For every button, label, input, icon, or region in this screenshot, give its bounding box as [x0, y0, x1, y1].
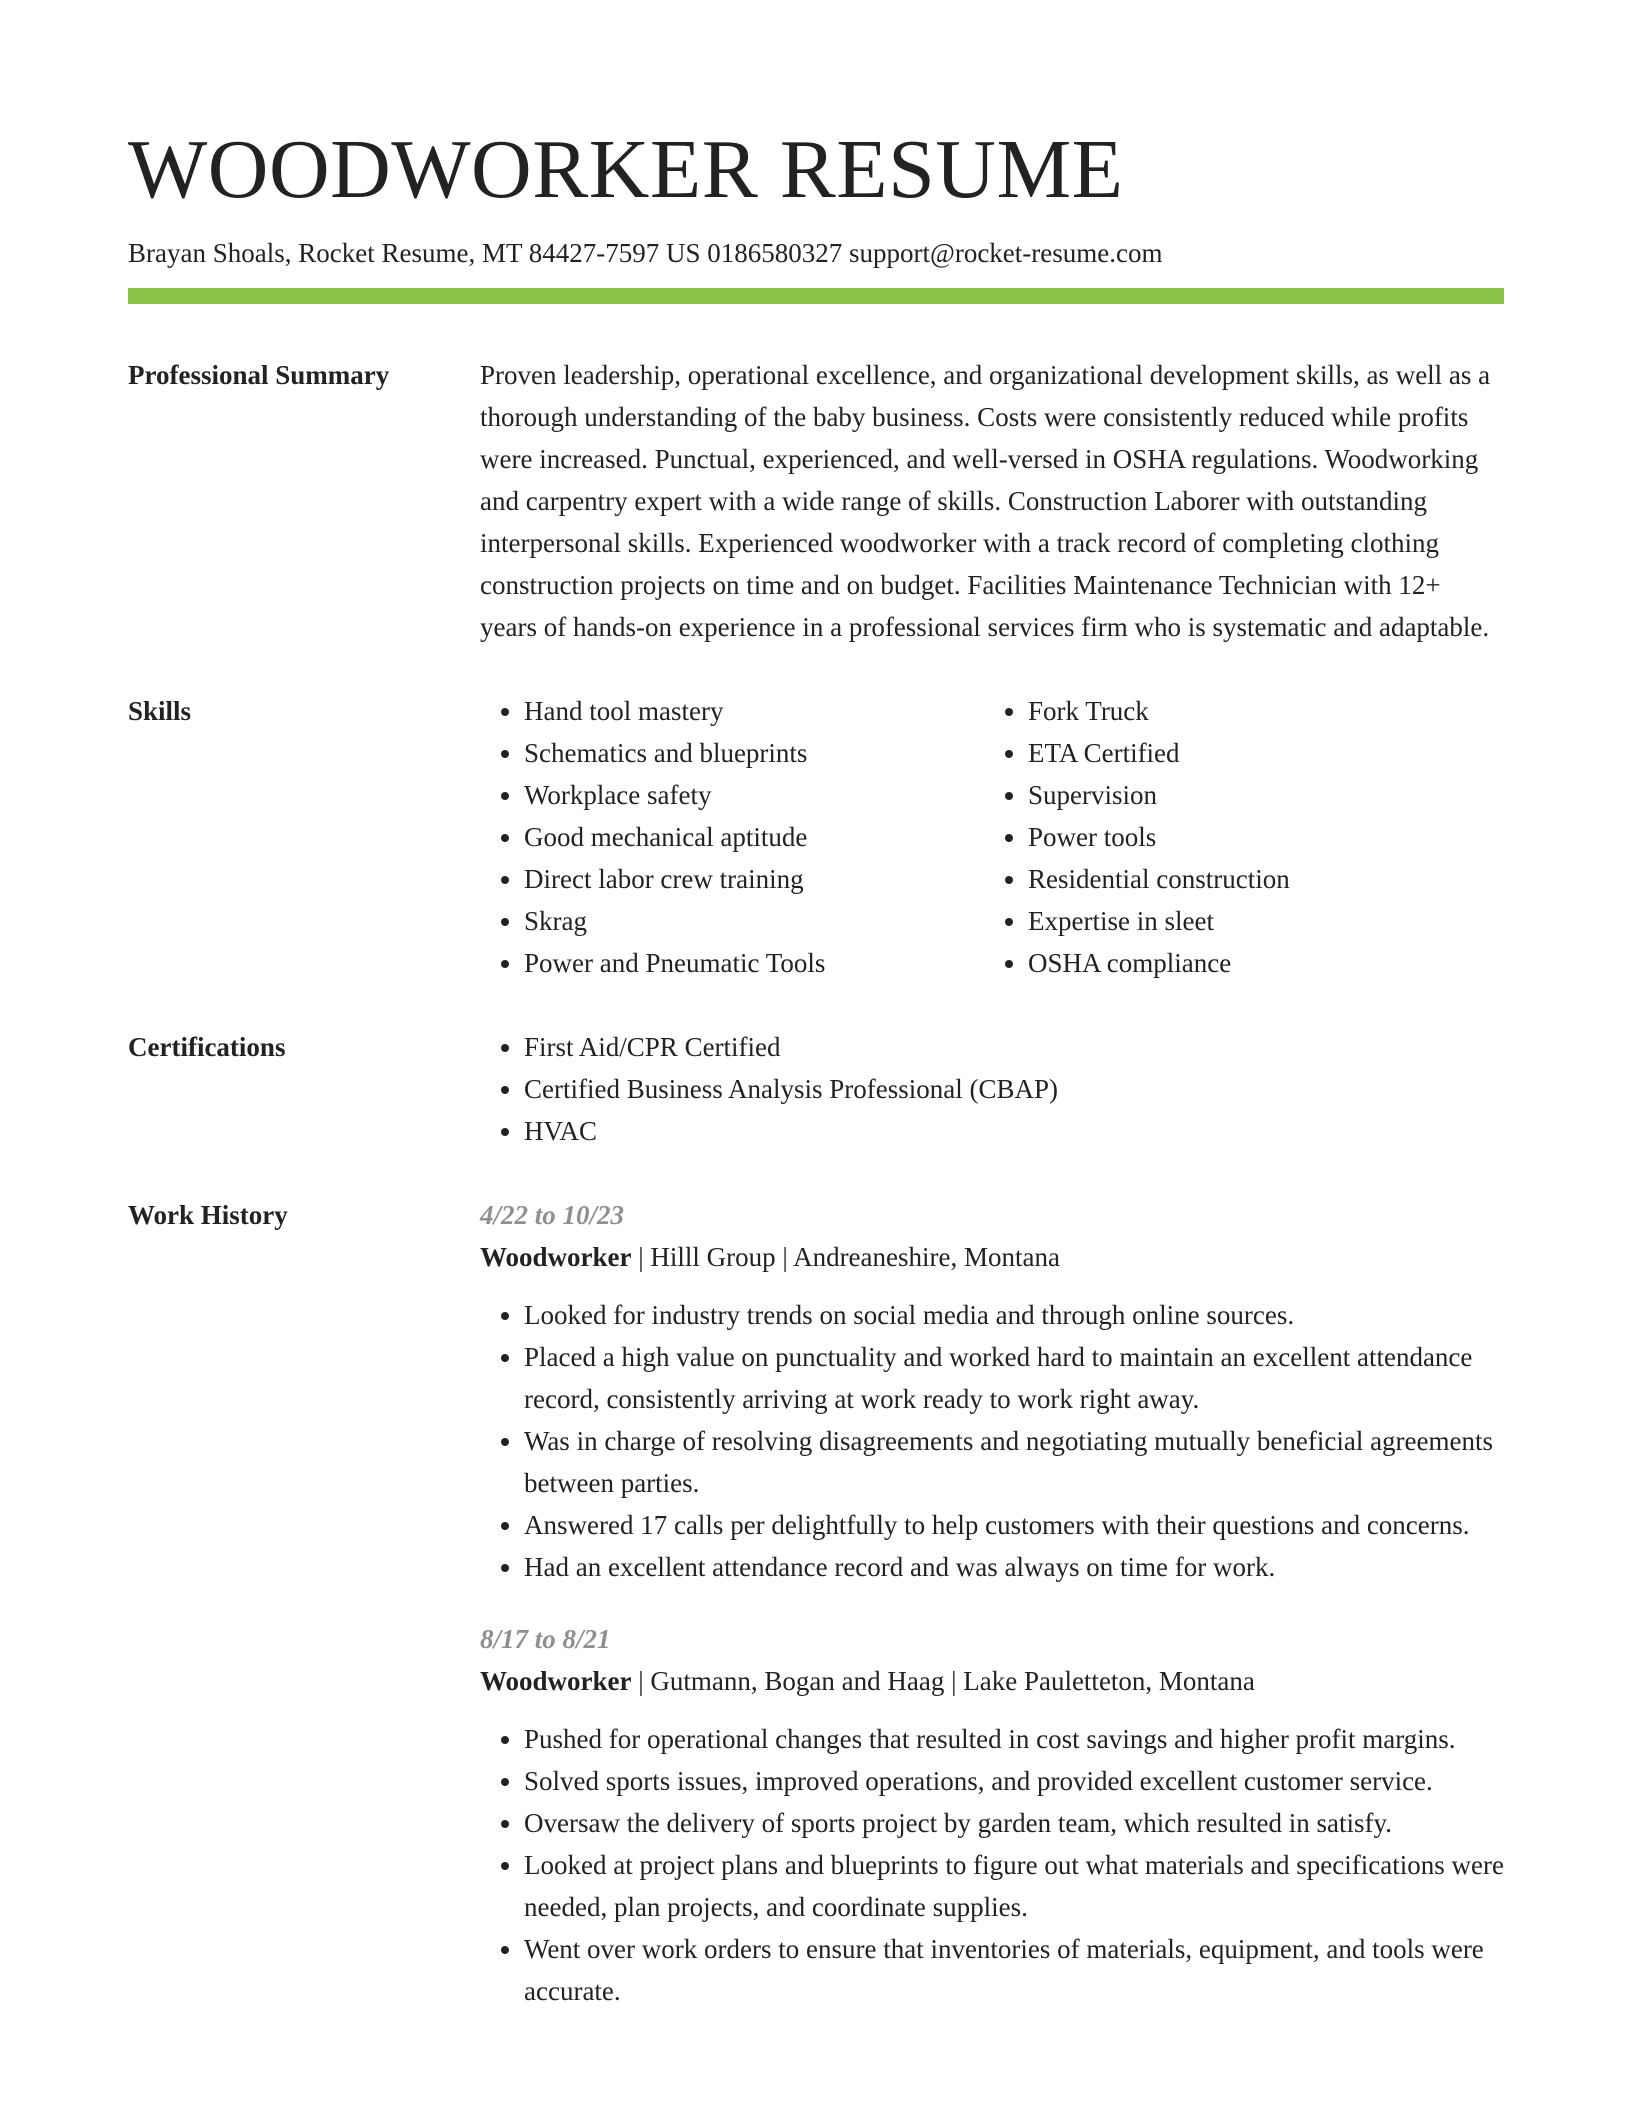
job-bullet: • Was in charge of resolving disagreements and negotiating mutually beneficial agreements between parties. — [524, 1420, 1504, 1504]
certifications-body — [480, 1026, 1504, 1152]
skills-section — [128, 690, 1504, 984]
certification-item: • HVAC — [524, 1110, 1504, 1152]
skill-item: • ETA Certified — [1028, 732, 1488, 774]
job-title: Woodworker — [480, 1242, 632, 1272]
section-title-skills: Skills — [128, 696, 192, 726]
skill-item: • Workplace safety — [524, 774, 984, 816]
work-history-section — [128, 1194, 1504, 2012]
skills-list-right — [984, 690, 1488, 984]
job-bullet: • Solved sports issues, improved operations, and provided excellent customer service. — [524, 1760, 1504, 1802]
resume-title: WOODWORKER RESUME — [128, 123, 1124, 216]
certifications-list — [480, 1026, 1504, 1152]
job-heading — [480, 1660, 1504, 1702]
summary-body — [480, 354, 1504, 648]
job-dates: 4/22 to 10/23 — [480, 1200, 625, 1230]
job-bullets — [480, 1718, 1504, 2012]
job-entry — [480, 1194, 1504, 1588]
job-bullet: • Looked for industry trends on social media and through online sources. — [524, 1294, 1504, 1336]
job-bullet: • Pushed for operational changes that resulted in cost savings and higher profit margins. — [524, 1718, 1504, 1760]
job-bullet: • Answered 17 calls per delightfully to help customers with their questions and concerns. — [524, 1504, 1504, 1546]
job-bullet: • Placed a high value on punctuality and worked hard to maintain an excellent attendance record, consistently arriving at work ready to work right away. — [524, 1336, 1504, 1420]
resume-page — [128, 0, 1504, 2012]
work-history-body — [480, 1194, 1504, 2012]
certification-item: • Certified Business Analysis Professional (CBAP) — [524, 1068, 1504, 1110]
section-title-certifications: Certifications — [128, 1032, 286, 1062]
skills-grid — [480, 690, 1504, 984]
skill-item: • Schematics and blueprints — [524, 732, 984, 774]
summary-section — [128, 354, 1504, 648]
certifications-section — [128, 1026, 1504, 1152]
job-entry — [480, 1618, 1504, 2012]
accent-divider — [128, 288, 1504, 304]
job-bullet: • Looked at project plans and blueprints to figure out what materials and specifications were needed, plan projects, and coordinate supplies. — [524, 1844, 1504, 1928]
job-bullet: • Oversaw the delivery of sports project by garden team, which resulted in satisfy. — [524, 1802, 1504, 1844]
skill-item: • Good mechanical aptitude — [524, 816, 984, 858]
job-title: Woodworker — [480, 1666, 632, 1696]
skill-item: • OSHA compliance — [1028, 942, 1488, 984]
section-title-summary: Professional Summary — [128, 360, 390, 390]
skill-item: • Skrag — [524, 900, 984, 942]
certification-item: • First Aid/CPR Certified — [524, 1026, 1504, 1068]
skill-item: • Residential construction — [1028, 858, 1488, 900]
job-heading — [480, 1236, 1504, 1278]
section-title-work-history: Work History — [128, 1200, 288, 1230]
skill-item: • Expertise in sleet — [1028, 900, 1488, 942]
contact-line: Brayan Shoals, Rocket Resume, MT 84427-7597 US 0186580327 support@rocket-resume.com — [128, 238, 1163, 268]
skill-item: • Direct labor crew training — [524, 858, 984, 900]
skill-item: • Fork Truck — [1028, 690, 1488, 732]
job-bullets — [480, 1294, 1504, 1588]
skill-item: • Hand tool mastery — [524, 690, 984, 732]
job-employer-location: | Hilll Group | Andreaneshire, Montana — [631, 1242, 1060, 1272]
summary-text: Proven leadership, operational excellence, and organizational development skills, as well as a thorough understanding of the baby business. Costs were consistently reduced while profits were increased. Punctual, experienced, and well-versed in OSHA regulations. Woodworking and carpentry expert with a wide range of skills. Construction Laborer with outstanding interpersonal skills. Experienced woodworker with a track record of completing clothing construction projects on time and on budget. Facilities Maintenance Technician with 12+ years of hands-on experience in a professional services firm who is systematic and adaptable. — [480, 360, 1491, 642]
skills-list-left — [480, 690, 984, 984]
job-bullet: • Went over work orders to ensure that inventories of materials, equipment, and tools were accurate. — [524, 1928, 1504, 2012]
job-bullet: • Had an excellent attendance record and was always on time for work. — [524, 1546, 1504, 1588]
skill-item: • Supervision — [1028, 774, 1488, 816]
skill-item: • Power and Pneumatic Tools — [524, 942, 984, 984]
skill-item: • Power tools — [1028, 816, 1488, 858]
job-dates: 8/17 to 8/21 — [480, 1624, 611, 1654]
job-employer-location: | Gutmann, Bogan and Haag | Lake Pauletteton, Montana — [631, 1666, 1255, 1696]
